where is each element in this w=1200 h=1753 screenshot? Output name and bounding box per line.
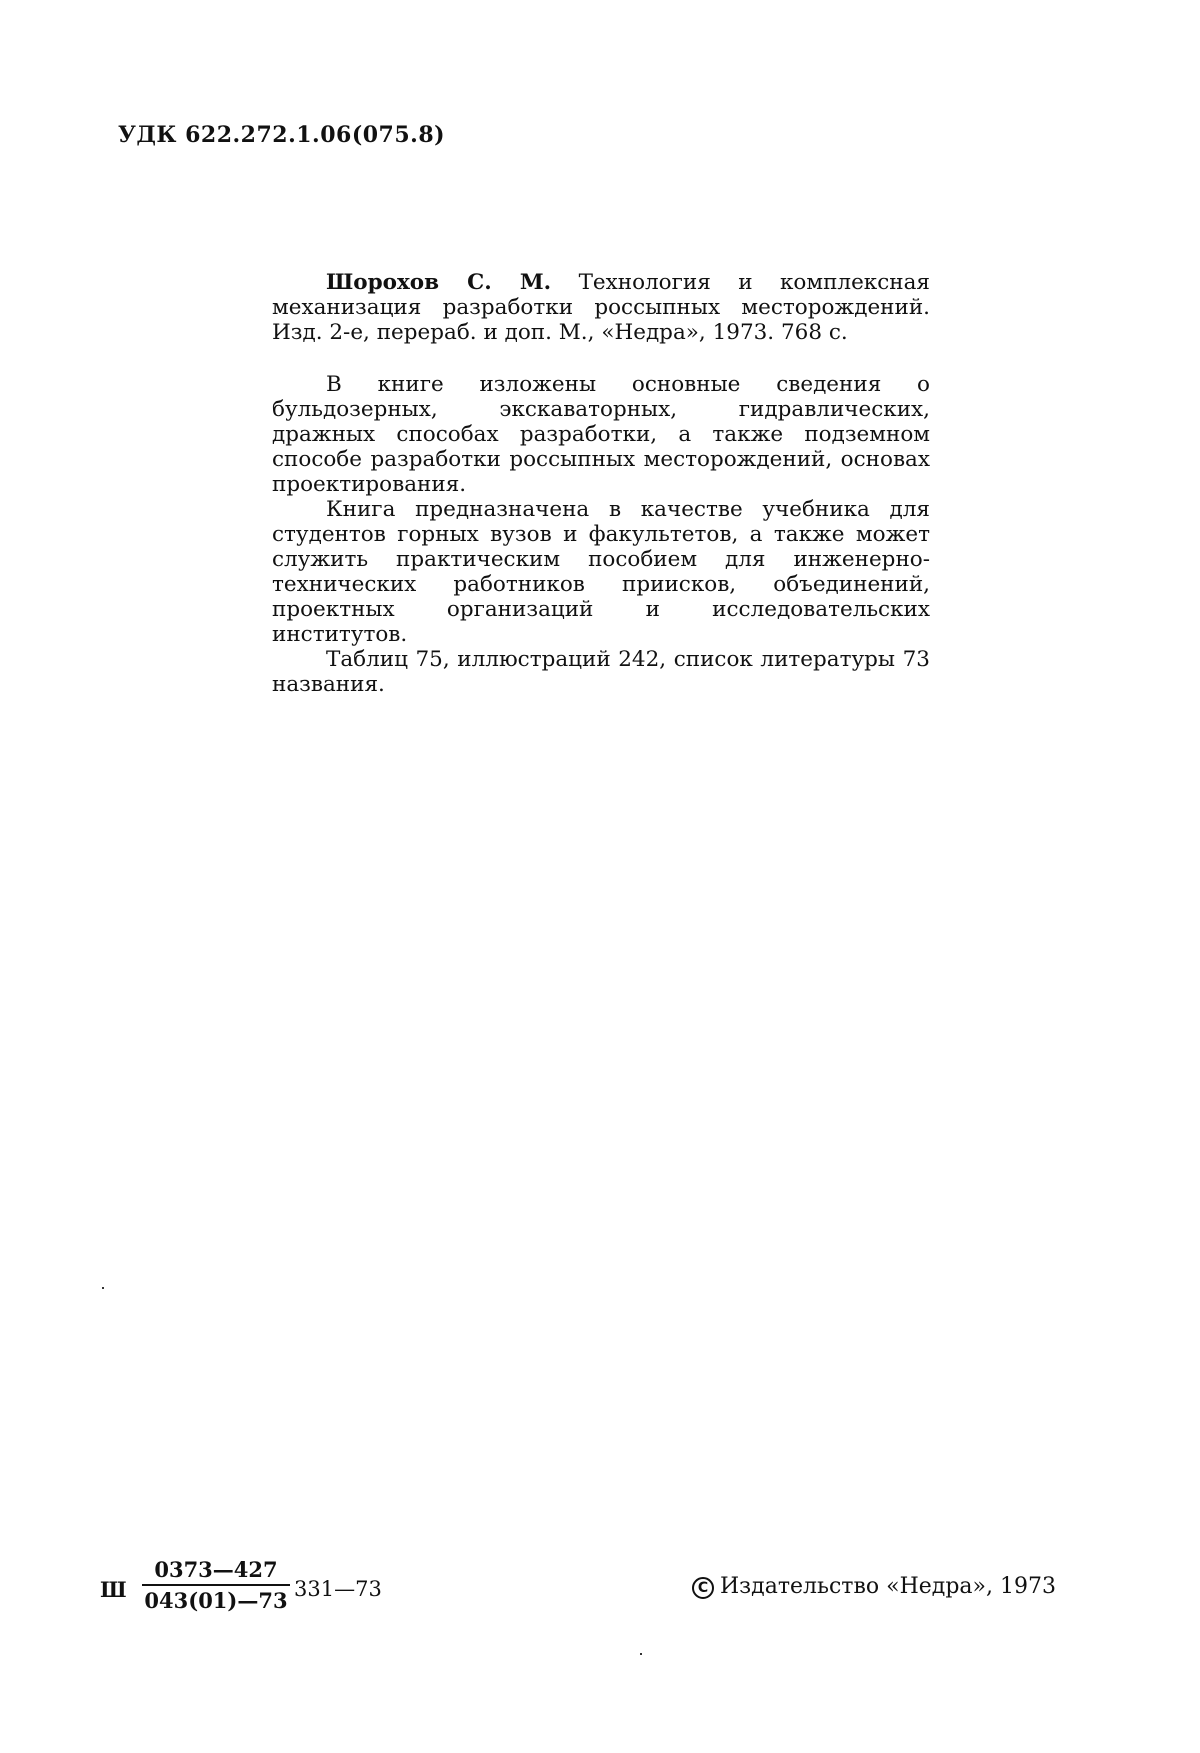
copyright-icon: C bbox=[692, 1577, 714, 1599]
bibliographic-record bbox=[272, 270, 930, 345]
annotation-paragraph: В книге изложены основные сведения о бульдозерных, экскаваторных, гидравлических, дражных способах разработки, а также подземном способе разработки россыпных месторождений, основах проектирования. bbox=[272, 372, 930, 497]
bbk-letter: Ш bbox=[100, 1577, 127, 1602]
bibliographic-description: Технология и комплексная механизация разработки россыпных месторождений. Изд. 2-е, перераб. и доп. М., «Недра», 1973. 768 с. bbox=[272, 270, 930, 345]
bbk-suffix: 331—73 bbox=[294, 1577, 382, 1601]
annotation-paragraph: Таблиц 75, иллюстраций 242, список литературы 73 названия. bbox=[272, 647, 930, 697]
bbk-denominator: 043(01)—73 bbox=[144, 1588, 288, 1613]
udk-code: УДК 622.272.1.06(075.8) bbox=[118, 122, 446, 148]
copyright-text: Издательство «Недра», 1973 bbox=[720, 1574, 1056, 1599]
bbk-numerator: 0373—427 bbox=[154, 1557, 278, 1582]
scan-speck bbox=[640, 1653, 642, 1655]
scan-speck bbox=[102, 1287, 104, 1289]
annotation-block bbox=[272, 270, 930, 697]
bbk-fraction bbox=[142, 1557, 290, 1613]
copyright-line bbox=[692, 1574, 1056, 1599]
author-name: Шорохов С. М. bbox=[326, 270, 552, 295]
annotation-paragraph: Книга предназначена в качестве учебника для студентов горных вузов и факультетов, а также может служить практическим пособием для инженерно-технических работников приисков, объединений, проектных организаций и исследовательских институтов. bbox=[272, 497, 930, 647]
